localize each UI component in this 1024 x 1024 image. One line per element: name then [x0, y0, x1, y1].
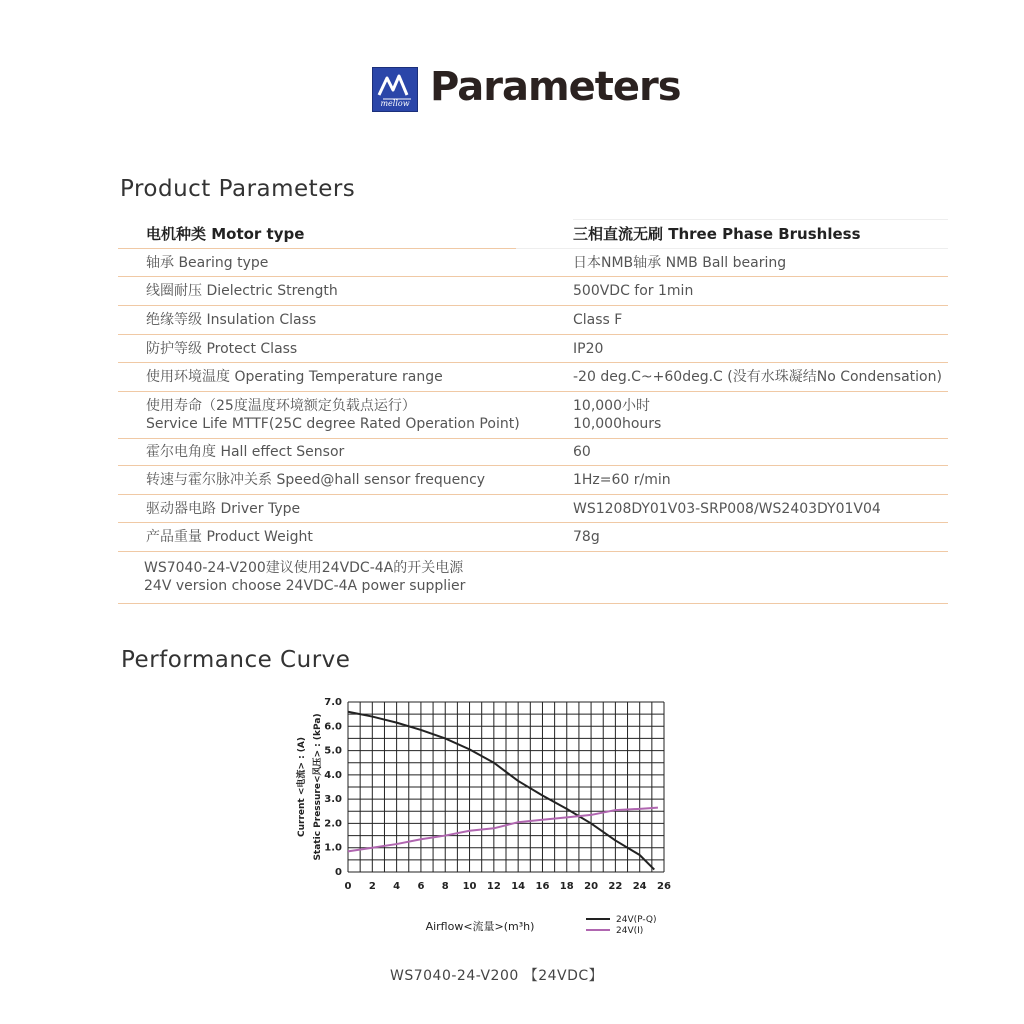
- chart-caption: WS7040-24-V200 【24VDC】: [390, 968, 604, 984]
- series-line-1: [348, 808, 658, 852]
- parameter-value: [573, 471, 671, 489]
- x-tick-label: 26: [657, 881, 671, 892]
- row-divider: [573, 219, 948, 220]
- parameter-label-line: 驱动器电路 Driver Type: [146, 501, 301, 517]
- parameter-label-line: 线圈耐压 Dielectric Strength: [146, 283, 338, 299]
- x-axis-label: Airflow<流量>(m³h): [425, 920, 535, 933]
- x-tick-label: 10: [462, 881, 477, 892]
- parameter-label: [146, 225, 304, 243]
- parameter-value: [573, 311, 622, 329]
- parameter-label-line: 霍尔电角度 Hall effect Sensor: [146, 444, 345, 460]
- y-tick-label: 6.0: [324, 721, 342, 733]
- parameter-row: [118, 523, 948, 552]
- performance-chart-svg: [290, 690, 690, 950]
- parameter-value: [573, 528, 600, 546]
- page-title: Parameters: [430, 64, 681, 110]
- y-tick-label: 1.0: [324, 842, 342, 854]
- parameter-value-line: 10,000小时: [573, 398, 650, 414]
- parameter-row: [118, 466, 948, 495]
- parameter-row: [118, 363, 948, 392]
- parameter-row: [118, 219, 948, 249]
- parameter-label-line: 绝缘等级 Insulation Class: [146, 312, 317, 328]
- parameter-value-line: 三相直流无刷 Three Phase Brushless: [573, 225, 861, 243]
- page-header: [372, 66, 702, 116]
- x-tick-label: 18: [559, 881, 574, 892]
- parameter-value-line: 60: [573, 444, 591, 460]
- parameter-label: [146, 471, 485, 489]
- parameter-label: [146, 397, 520, 433]
- x-tick-label: 2: [368, 881, 376, 892]
- y-tick-label: 7.0: [324, 697, 342, 708]
- note-text: [144, 559, 465, 595]
- parameter-value-line: 500VDC for 1min: [573, 283, 694, 299]
- logo-wordmark: mellow: [380, 99, 410, 108]
- parameter-value-line: 日本NMB轴承 NMB Ball bearing: [573, 255, 787, 271]
- y-tick-label: 5.0: [324, 745, 342, 757]
- parameter-value: [573, 368, 942, 386]
- parameter-value: [573, 282, 693, 300]
- parameter-value-line: 78g: [573, 529, 600, 545]
- parameter-row: [118, 439, 948, 466]
- parameter-value: [573, 443, 591, 461]
- parameter-value-line: Class F: [573, 312, 623, 328]
- series-line-0: [348, 712, 654, 870]
- parameter-row: [118, 306, 948, 335]
- y-axis-label: Current <电流> : (A): [297, 737, 307, 837]
- y-tick-label: 3.0: [324, 794, 342, 806]
- parameter-value: [573, 500, 881, 518]
- parameters-table: [118, 219, 948, 604]
- parameter-value: [573, 340, 603, 358]
- x-tick-label: 6: [417, 881, 425, 892]
- mellow-logo: [372, 67, 418, 112]
- y-tick-label: 0: [335, 867, 342, 878]
- note-line: 24V version choose 24VDC-4A power supplier: [144, 578, 466, 594]
- x-tick-label: 14: [511, 881, 526, 892]
- parameter-label: [146, 368, 443, 386]
- parameter-label: [146, 254, 268, 272]
- parameter-value-line: WS1208DY01V03-SRP008/WS2403DY01V04: [573, 501, 881, 517]
- x-tick-label: 4: [393, 881, 401, 892]
- x-tick-label: 8: [441, 881, 449, 892]
- parameter-label-line: 产品重量 Product Weight: [146, 529, 313, 545]
- note-line: WS7040-24-V200建议使用24VDC-4A的开关电源: [144, 560, 464, 576]
- y-tick-label: 2.0: [324, 818, 342, 830]
- product-parameters-heading: Product Parameters: [120, 176, 356, 202]
- performance-chart: [290, 690, 690, 950]
- parameter-label: [146, 311, 316, 329]
- x-tick-label: 24: [632, 881, 647, 892]
- parameter-row: [118, 495, 948, 523]
- x-tick-label: 0: [344, 881, 352, 892]
- legend-label: 24V(P-Q): [616, 915, 657, 925]
- parameter-label-line: 使用环境温度 Operating Temperature range: [146, 369, 443, 385]
- y-tick-label: 4.0: [324, 769, 342, 781]
- power-supply-note: [118, 552, 948, 604]
- parameter-label: [146, 500, 300, 518]
- parameter-label: [146, 528, 313, 546]
- parameter-label-line: Service Life MTTF(25C degree Rated Operation Point): [146, 416, 520, 432]
- parameter-value-line: IP20: [573, 341, 604, 357]
- parameter-value-line: 1Hz=60 r/min: [573, 472, 671, 488]
- y-axis-label-secondary: Static Pressure<风压> : (kPa): [313, 713, 323, 861]
- parameter-value: [573, 397, 661, 433]
- parameter-label: [146, 443, 344, 461]
- legend-label: 24V(I): [616, 926, 644, 936]
- parameter-label-line: 转速与霍尔脉冲关系 Speed@hall sensor frequency: [146, 472, 486, 488]
- parameter-label-line: 轴承 Bearing type: [146, 255, 269, 271]
- parameter-value-line: -20 deg.C~+60deg.C (没有水珠凝结No Condensation): [573, 369, 942, 385]
- parameter-label: [146, 282, 338, 300]
- parameter-row: [118, 335, 948, 363]
- parameter-value: [573, 254, 786, 272]
- parameter-row: [118, 277, 948, 306]
- performance-curve-heading: Performance Curve: [121, 647, 351, 673]
- parameter-label-line: 电机种类 Motor type: [146, 225, 305, 243]
- x-tick-label: 22: [608, 881, 623, 892]
- x-tick-label: 16: [535, 881, 550, 892]
- parameter-value: [573, 225, 861, 243]
- parameter-label-line: 使用寿命（25度温度环境额定负载点运行）: [146, 398, 416, 414]
- parameter-row: [118, 249, 948, 277]
- x-tick-label: 12: [486, 881, 501, 892]
- parameter-row: [118, 392, 948, 439]
- x-tick-label: 20: [584, 881, 599, 892]
- parameter-label-line: 防护等级 Protect Class: [146, 341, 298, 357]
- parameter-value-line: 10,000hours: [573, 416, 662, 432]
- parameter-label: [146, 340, 297, 358]
